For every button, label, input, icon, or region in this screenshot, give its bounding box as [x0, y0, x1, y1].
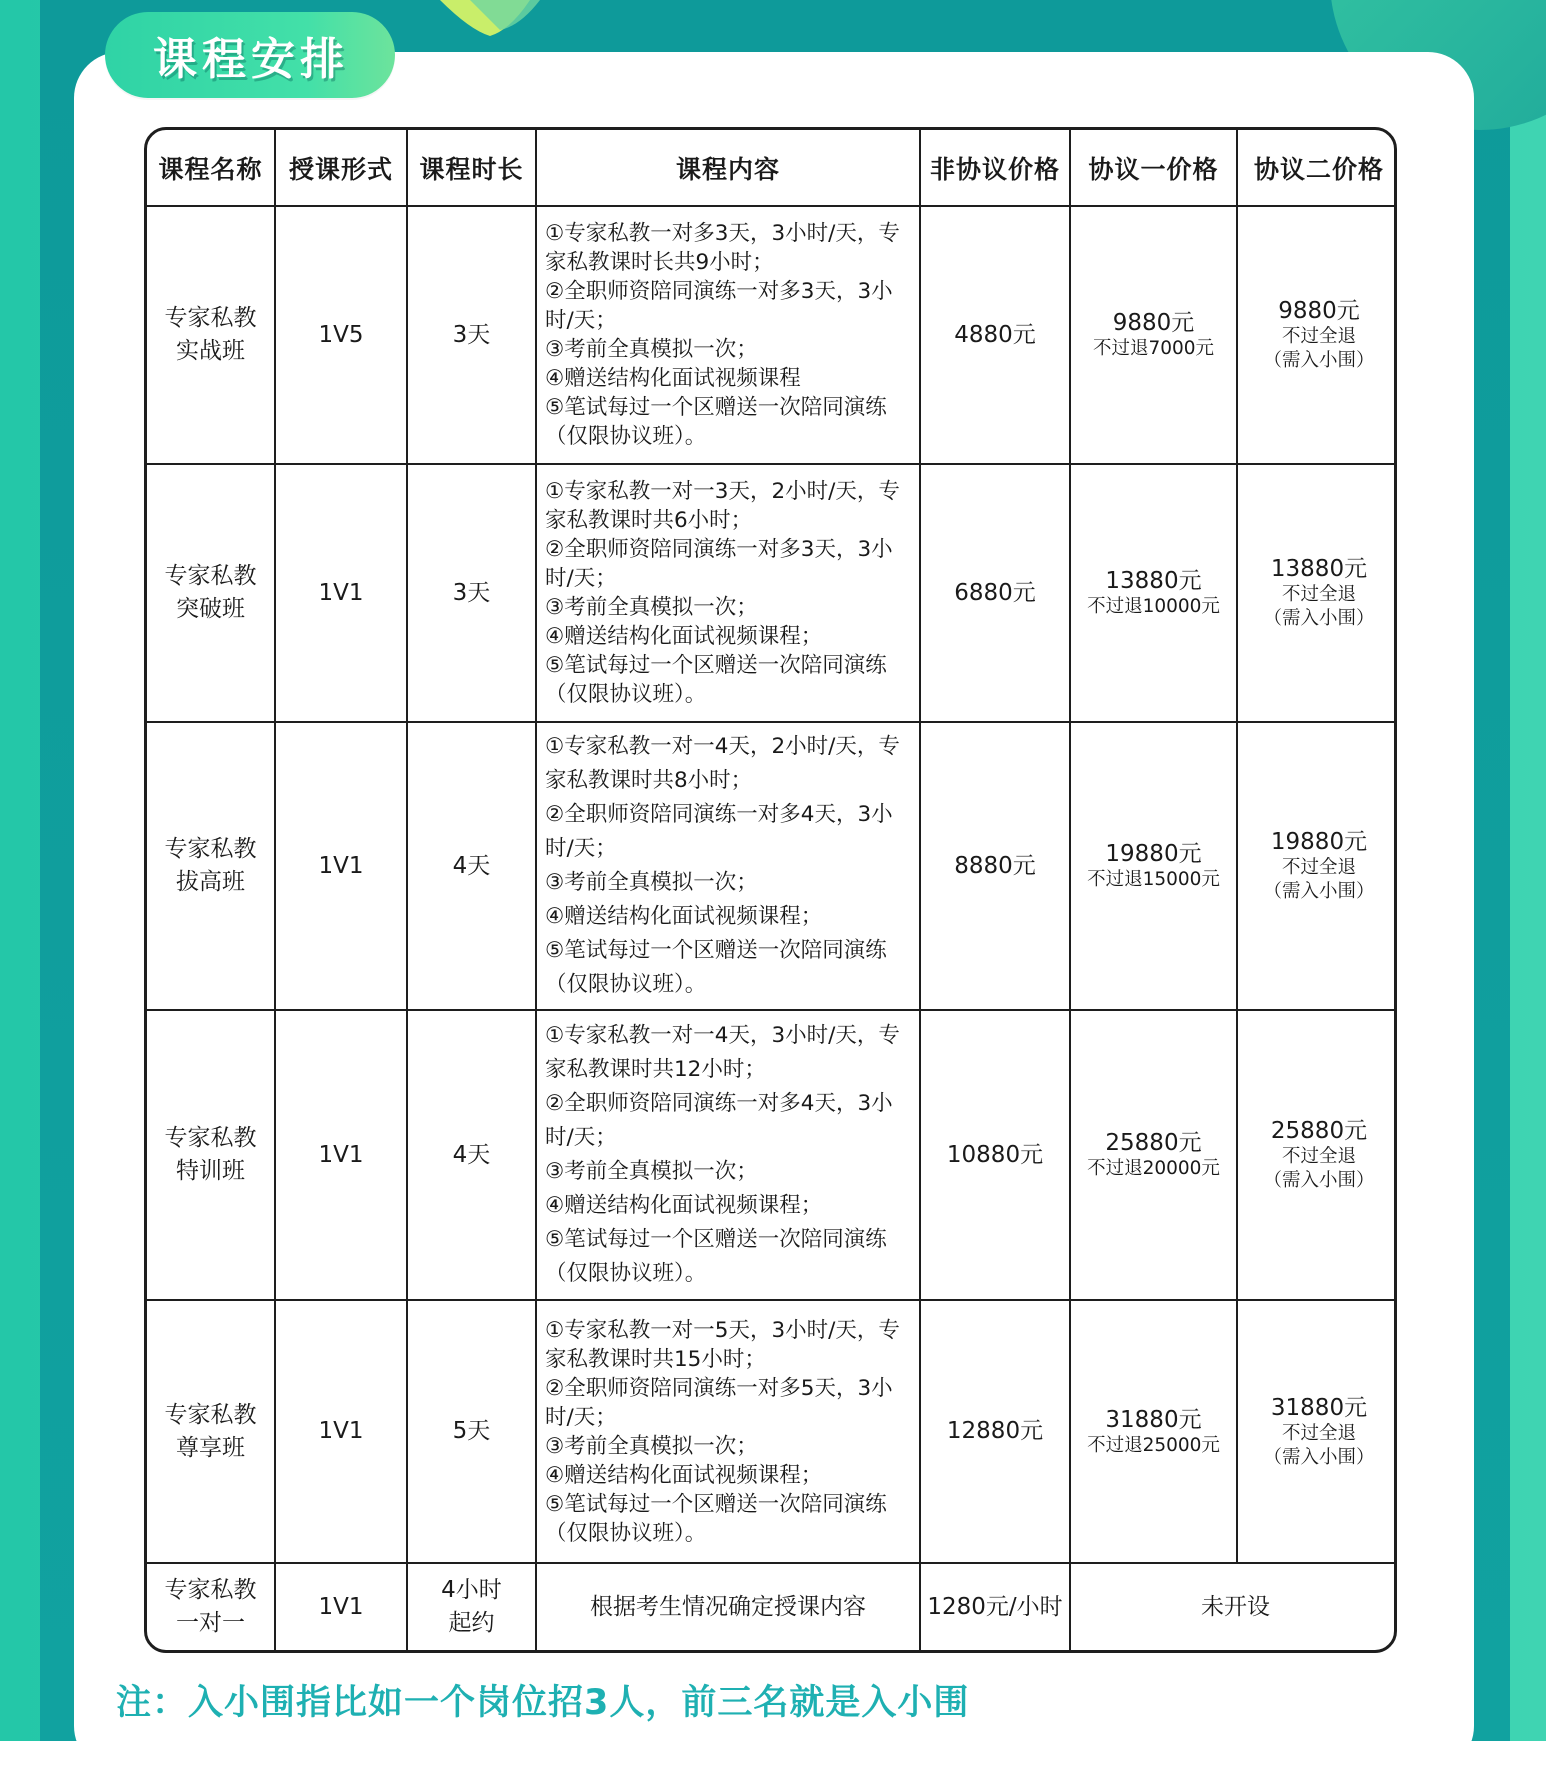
format-cell: 1V5: [275, 206, 407, 464]
course-table: [144, 127, 1397, 1653]
table-row: [147, 206, 1397, 464]
format-cell: 1V1: [275, 464, 407, 722]
duration-cell: 3天: [407, 464, 536, 722]
price-non-agreement-cell: 10880元: [920, 1010, 1070, 1300]
price-non-agreement-cell: 1280元/小时: [920, 1563, 1070, 1650]
agreement-price-cell: 未开设: [1070, 1563, 1397, 1650]
table-row: [147, 722, 1397, 1010]
header-content: 课程内容: [536, 130, 920, 206]
price-agreement-2-cell: 13880元 不过全退 （需入小围）: [1237, 464, 1397, 722]
course-name-cell: 专家私教 拔高班: [147, 722, 275, 1010]
content-cell: ①专家私教一对一4天，2小时/天，专家私教课时共8小时； ②全职师资陪同演练一对多4天，3小时/天； ③考前全真模拟一次； ④赠送结构化面试视频课程； ⑤笔试每过一个区赠送一次陪同演练（仅限协议班）。: [536, 722, 920, 1010]
table-row: [147, 1010, 1397, 1300]
format-cell: 1V1: [275, 1010, 407, 1300]
section-title-badge: [105, 12, 395, 98]
price-non-agreement-cell: 8880元: [920, 722, 1070, 1010]
content-cell: ①专家私教一对一3天，2小时/天，专家私教课时共6小时； ②全职师资陪同演练一对多3天，3小时/天； ③考前全真模拟一次； ④赠送结构化面试视频课程； ⑤笔试每过一个区赠送一次陪同演练（仅限协议班）。: [536, 464, 920, 722]
content-cell: 根据考生情况确定授课内容: [536, 1563, 920, 1650]
price-non-agreement-cell: 6880元: [920, 464, 1070, 722]
header-course-name: 课程名称: [147, 130, 275, 206]
content-cell: ①专家私教一对多3天，3小时/天，专家私教课时长共9小时； ②全职师资陪同演练一对多3天，3小时/天； ③考前全真模拟一次； ④赠送结构化面试视频课程 ⑤笔试每过一个区赠送一次陪同演练（仅限协议班）。: [536, 206, 920, 464]
course-name-cell: 专家私教 实战班: [147, 206, 275, 464]
price-agreement-2-cell: 19880元 不过全退 （需入小围）: [1237, 722, 1397, 1010]
price-agreement-1-cell: 31880元 不过退25000元: [1070, 1300, 1237, 1563]
price-agreement-2-cell: 31880元 不过全退 （需入小围）: [1237, 1300, 1397, 1563]
content-cell: ①专家私教一对一5天，3小时/天，专家私教课时共15小时； ②全职师资陪同演练一对多5天，3小时/天； ③考前全真模拟一次； ④赠送结构化面试视频课程； ⑤笔试每过一个区赠送一次陪同演练（仅限协议班）。: [536, 1300, 920, 1563]
course-name-cell: 专家私教 突破班: [147, 464, 275, 722]
table-row: [147, 464, 1397, 722]
course-name-cell: 专家私教 一对一: [147, 1563, 275, 1650]
duration-cell: 4天: [407, 722, 536, 1010]
price-non-agreement-cell: 12880元: [920, 1300, 1070, 1563]
footnote: 注：入小围指比如一个岗位招3人，前三名就是入小围: [116, 1683, 970, 1723]
header-price-non-agreement: 非协议价格: [920, 130, 1070, 206]
header-format: 授课形式: [275, 130, 407, 206]
format-cell: 1V1: [275, 722, 407, 1010]
price-agreement-1-cell: 19880元 不过退15000元: [1070, 722, 1237, 1010]
duration-cell: 4天: [407, 1010, 536, 1300]
duration-cell: 4小时 起约: [407, 1563, 536, 1650]
price-agreement-1-cell: 13880元 不过退10000元: [1070, 464, 1237, 722]
duration-cell: 5天: [407, 1300, 536, 1563]
format-cell: 1V1: [275, 1563, 407, 1650]
course-name-cell: 专家私教 特训班: [147, 1010, 275, 1300]
price-non-agreement-cell: 4880元: [920, 206, 1070, 464]
price-agreement-2-cell: 9880元 不过全退 （需入小围）: [1237, 206, 1397, 464]
duration-cell: 3天: [407, 206, 536, 464]
table-header-row: [147, 130, 1397, 206]
format-cell: 1V1: [275, 1300, 407, 1563]
content-cell: ①专家私教一对一4天，3小时/天，专家私教课时共12小时； ②全职师资陪同演练一对多4天，3小时/天； ③考前全真模拟一次； ④赠送结构化面试视频课程； ⑤笔试每过一个区赠送一次陪同演练（仅限协议班）。: [536, 1010, 920, 1300]
price-agreement-1-cell: 25880元 不过退20000元: [1070, 1010, 1237, 1300]
price-agreement-1-cell: 9880元 不过退7000元: [1070, 206, 1237, 464]
header-price-agreement-1: 协议一价格: [1070, 130, 1237, 206]
section-title: 课程安排: [153, 34, 349, 85]
table-row-last: [147, 1563, 1397, 1650]
header-duration: 课程时长: [407, 130, 536, 206]
price-agreement-2-cell: 25880元 不过全退 （需入小围）: [1237, 1010, 1397, 1300]
table-row: [147, 1300, 1397, 1563]
header-price-agreement-2: 协议二价格: [1237, 130, 1397, 206]
course-name-cell: 专家私教 尊享班: [147, 1300, 275, 1563]
